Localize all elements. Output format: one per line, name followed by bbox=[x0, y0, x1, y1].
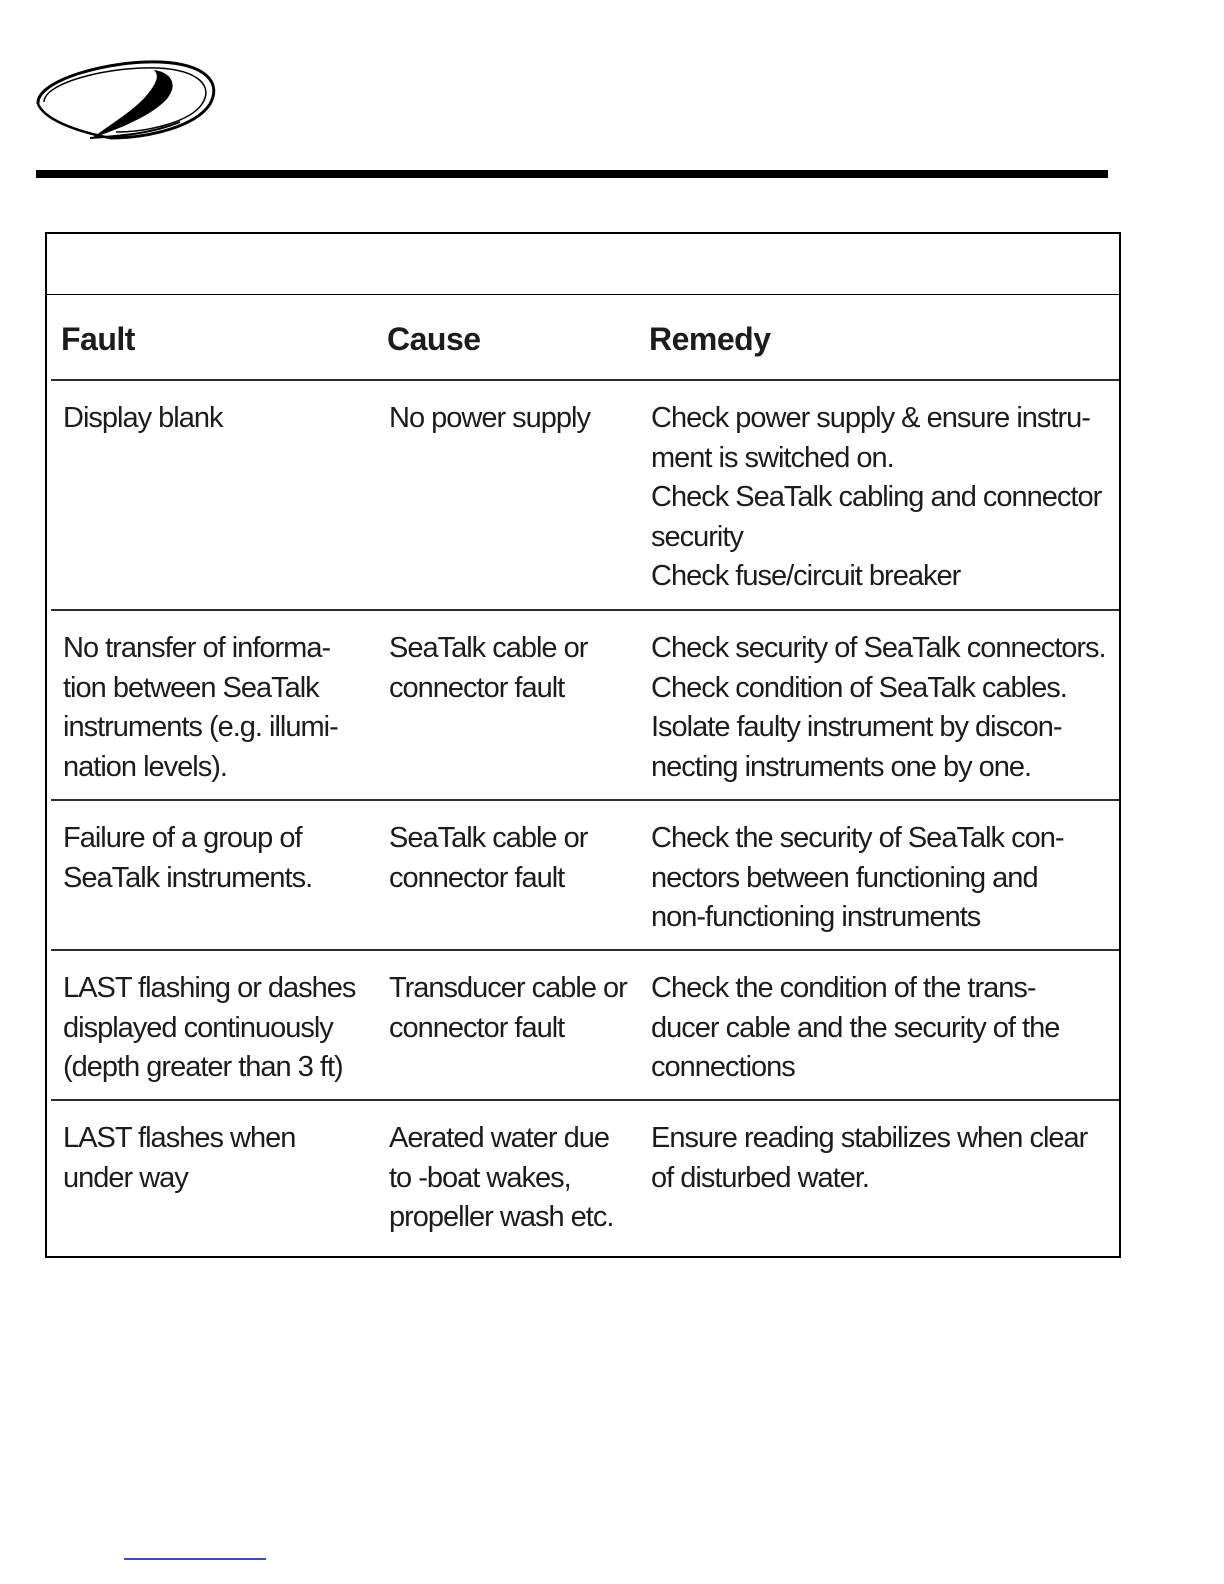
table-header-row bbox=[51, 295, 1119, 381]
table-row bbox=[51, 611, 1119, 801]
remedy-cell: Check the security of SeaTalk con- nectors between functioning and non-functioning instruments bbox=[651, 822, 1064, 933]
cause-cell: SeaTalk cable or connector fault bbox=[389, 632, 588, 704]
table-row bbox=[51, 951, 1119, 1101]
table-title-band bbox=[47, 234, 1119, 295]
fault-cell: LAST flashes when under way bbox=[63, 1122, 296, 1194]
cause-cell: Aerated water due to -boat wakes, propeller wash etc. bbox=[389, 1122, 614, 1233]
column-header-cause: Cause bbox=[387, 320, 481, 357]
remedy-cell: Check power supply & ensure instru- ment is switched on. Check SeaTalk cabling and connector security Check fuse/circuit breaker bbox=[651, 402, 1102, 592]
table-row bbox=[51, 1101, 1119, 1251]
fault-cell: No transfer of informa- tion between SeaTalk instruments (e.g. illumi- nation levels). bbox=[63, 632, 338, 783]
troubleshooting-table bbox=[45, 232, 1121, 1258]
fault-cell: Display blank bbox=[63, 402, 223, 434]
cause-cell: SeaTalk cable or connector fault bbox=[389, 822, 588, 894]
cause-cell: Transducer cable or connector fault bbox=[389, 972, 627, 1044]
remedy-cell: Check security of SeaTalk connectors. Check condition of SeaTalk cables. Isolate faulty instrument by discon- necting instruments one by one. bbox=[651, 632, 1106, 783]
table-body bbox=[47, 295, 1119, 1251]
fault-cell: LAST flashing or dashes displayed continuously (depth greater than 3 ft) bbox=[63, 972, 356, 1083]
table-row bbox=[51, 381, 1119, 611]
remedy-cell: Check the condition of the trans- ducer cable and the security of the connections bbox=[651, 972, 1060, 1083]
fault-cell: Failure of a group of SeaTalk instruments. bbox=[63, 822, 313, 894]
footer-link-underline[interactable] bbox=[124, 1558, 266, 1560]
column-header-remedy: Remedy bbox=[649, 320, 771, 357]
brand-logo bbox=[30, 52, 220, 144]
header-rule bbox=[36, 170, 1108, 178]
table-row bbox=[51, 801, 1119, 951]
column-header-fault: Fault bbox=[61, 320, 135, 357]
cause-cell: No power supply bbox=[389, 402, 590, 434]
remedy-cell: Ensure reading stabilizes when clear of disturbed water. bbox=[651, 1122, 1088, 1194]
